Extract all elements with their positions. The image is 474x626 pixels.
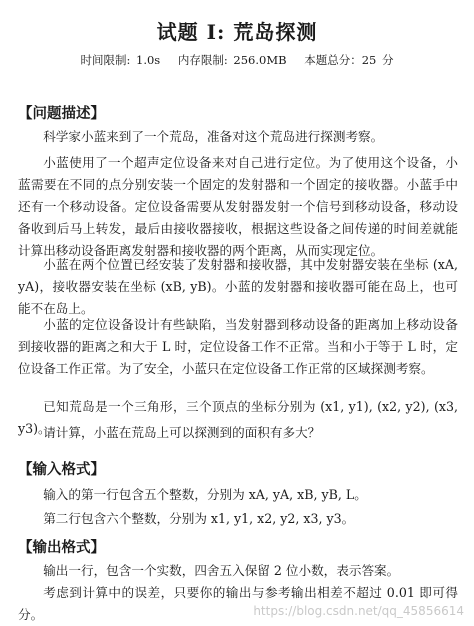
memory-limit: 内存限制: 256.0MB	[177, 53, 287, 67]
csdn-watermark: https://blog.csdn.net/qq_45856614	[253, 604, 464, 618]
description-paragraph-6: 请计算，小蓝在荒岛上可以探测到的面积有多大？	[43, 425, 321, 440]
problem-title: 试题 I: 荒岛探测	[156, 20, 318, 44]
description-heading: 【问题描述】	[18, 105, 105, 122]
output-heading: 【输出格式】	[18, 539, 105, 556]
description-paragraph-5: 已知荒岛是一个三角形，三个顶点的坐标分别为 (x1, y1), (x2, y2), (x3, y3)。	[18, 399, 458, 436]
input-paragraph-1: 输入的第一行包含五个整数，分别为 xA, yA, xB, yB, L。	[43, 487, 367, 502]
description-paragraph-2: 小蓝使用了一个超声定位设备来对自己进行定位。为了使用这个设备，小蓝需要在不同的点分别安装一个固定的发射器和一个固定的接收器。小蓝手中还有一个移动设备。定位设备需要从发射器发射一个信号到移动设备，移动设备收到后马上转发，最后由接收器接收，根据这些设备之间传递的时间差就能计算出移动设备距离发射器和接收器的两个距离，从而实现定位。	[18, 155, 458, 258]
limits-line	[0, 52, 474, 68]
input-paragraph-2: 第二行包含六个整数，分别为 x1, y1, x2, y2, x3, y3。	[43, 511, 355, 526]
description-paragraph-1: 科学家小蓝来到了一个荒岛，准备对这个荒岛进行探测考察。	[43, 129, 384, 144]
description-paragraph-4: 小蓝的定位设备设计有些缺陷，当发射器到移动设备的距离加上移动设备到接收器的距离之和大于 L 时，定位设备工作不正常。当和小于等于 L 时，定位设备工作正常。为了安全，小蓝只在定位设备工作正常的区域探测考察。	[18, 317, 458, 376]
description-paragraph-3: 小蓝在两个位置已经安装了发射器和接收器，其中发射器安装在坐标 (xA, yA)，接收器安装在坐标 (xB, yB)。小蓝的发射器和接收器可能在岛上，也可能不在岛上。	[18, 257, 458, 316]
output-paragraph-2: 考虑到计算中的误差，只要你的输出与参考输出相差不超过 0.01 即可得分。	[18, 585, 458, 622]
input-heading: 【输入格式】	[18, 461, 105, 478]
total-score: 本题总分：25 分	[304, 53, 394, 67]
output-paragraph-1: 输出一行，包含一个实数，四舍五入保留 2 位小数，表示答案。	[43, 563, 400, 578]
time-limit: 时间限制: 1.0s	[80, 53, 161, 67]
